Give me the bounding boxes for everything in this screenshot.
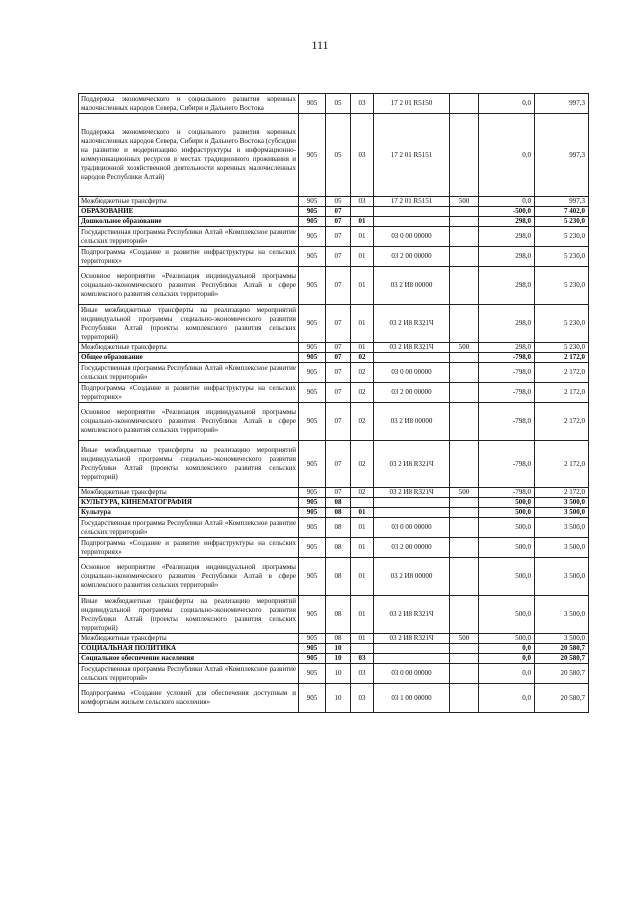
cell-section-code: 08 bbox=[326, 498, 351, 508]
cell-change-amount: -798,0 bbox=[479, 488, 535, 498]
cell-subsection-code: 01 bbox=[351, 538, 374, 558]
cell-change-amount: 500,0 bbox=[479, 538, 535, 558]
cell-section-code: 10 bbox=[326, 654, 351, 664]
table-row bbox=[79, 217, 589, 227]
cell-subsection-code: 01 bbox=[351, 634, 374, 644]
cell-section-code: 07 bbox=[326, 403, 351, 441]
cell-expense-type: 500 bbox=[450, 343, 479, 353]
cell-total-amount: 3 500,0 bbox=[535, 538, 589, 558]
cell-ministry-code: 905 bbox=[299, 488, 326, 498]
cell-subsection-code: 01 bbox=[351, 305, 374, 343]
table-row bbox=[79, 114, 589, 197]
cell-name: Общее образование bbox=[79, 353, 299, 363]
cell-name: Межбюджетные трансферты bbox=[79, 343, 299, 353]
cell-subsection-code: 03 bbox=[351, 654, 374, 664]
cell-total-amount: 5 230,0 bbox=[535, 227, 589, 247]
cell-section-code: 07 bbox=[326, 305, 351, 343]
cell-section-code: 08 bbox=[326, 538, 351, 558]
cell-subsection-code: 01 bbox=[351, 343, 374, 353]
cell-change-amount: 500,0 bbox=[479, 518, 535, 538]
cell-subsection-code: 01 bbox=[351, 508, 374, 518]
cell-ministry-code: 905 bbox=[299, 596, 326, 634]
cell-ministry-code: 905 bbox=[299, 664, 326, 684]
cell-target-article: 03 2 И8 R321Ч bbox=[374, 343, 450, 353]
table-row bbox=[79, 441, 589, 488]
cell-change-amount: 298,0 bbox=[479, 227, 535, 247]
cell-change-amount: 0,0 bbox=[479, 654, 535, 664]
cell-change-amount: 298,0 bbox=[479, 343, 535, 353]
cell-target-article: 03 2 И8 R321Ч bbox=[374, 441, 450, 488]
cell-change-amount: 500,0 bbox=[479, 558, 535, 596]
cell-section-code: 05 bbox=[326, 94, 351, 114]
cell-total-amount: 20 580,7 bbox=[535, 664, 589, 684]
cell-change-amount: 0,0 bbox=[479, 664, 535, 684]
cell-total-amount: 7 402,0 bbox=[535, 207, 589, 217]
cell-target-article bbox=[374, 654, 450, 664]
cell-name: Культура bbox=[79, 508, 299, 518]
cell-section-code: 10 bbox=[326, 644, 351, 654]
cell-name: Иные межбюджетные трансферты на реализацию мероприятий индивидуальной программы социально-экономического развития Республики Алтай (проекты комплексного развития сельских территорий) bbox=[79, 441, 299, 488]
cell-target-article bbox=[374, 508, 450, 518]
table-row bbox=[79, 305, 589, 343]
cell-total-amount: 3 500,0 bbox=[535, 508, 589, 518]
cell-subsection-code: 02 bbox=[351, 403, 374, 441]
cell-total-amount: 3 500,0 bbox=[535, 518, 589, 538]
cell-subsection-code: 02 bbox=[351, 363, 374, 383]
table-row bbox=[79, 518, 589, 538]
table-row bbox=[79, 538, 589, 558]
cell-subsection-code: 03 bbox=[351, 94, 374, 114]
cell-ministry-code: 905 bbox=[299, 441, 326, 488]
cell-name: Основное мероприятие «Реализация индивидуальной программы социально-экономического развития Республики Алтай в сфере комплексного развития сельских территорий» bbox=[79, 403, 299, 441]
cell-subsection-code: 01 bbox=[351, 267, 374, 305]
cell-section-code: 07 bbox=[326, 488, 351, 498]
cell-subsection-code bbox=[351, 498, 374, 508]
cell-name: Основное мероприятие «Реализация индивидуальной программы социально-экономического развития Республики Алтай в сфере комплексного развития сельских территорий» bbox=[79, 267, 299, 305]
cell-total-amount: 997,3 bbox=[535, 114, 589, 197]
cell-section-code: 10 bbox=[326, 664, 351, 684]
cell-ministry-code: 905 bbox=[299, 197, 326, 207]
cell-change-amount: 0,0 bbox=[479, 94, 535, 114]
cell-target-article: 03 2 00 00000 bbox=[374, 538, 450, 558]
cell-target-article: 03 0 00 00000 bbox=[374, 227, 450, 247]
table-row bbox=[79, 267, 589, 305]
cell-total-amount: 997,3 bbox=[535, 94, 589, 114]
table-row bbox=[79, 664, 589, 684]
table-row bbox=[79, 596, 589, 634]
cell-name: СОЦИАЛЬНАЯ ПОЛИТИКА bbox=[79, 644, 299, 654]
cell-ministry-code: 905 bbox=[299, 383, 326, 403]
cell-section-code: 08 bbox=[326, 508, 351, 518]
cell-expense-type bbox=[450, 538, 479, 558]
cell-ministry-code: 905 bbox=[299, 353, 326, 363]
cell-ministry-code: 905 bbox=[299, 267, 326, 305]
cell-target-article: 03 0 00 00000 bbox=[374, 664, 450, 684]
cell-name: Государственная программа Республики Алтай «Комплексное развитие сельских территорий» bbox=[79, 518, 299, 538]
cell-section-code: 05 bbox=[326, 114, 351, 197]
cell-change-amount: -500,0 bbox=[479, 207, 535, 217]
cell-subsection-code: 03 bbox=[351, 114, 374, 197]
cell-name: Иные межбюджетные трансферты на реализацию мероприятий индивидуальной программы социально-экономического развития Республики Алтай (проекты комплексного развития сельских территорий) bbox=[79, 305, 299, 343]
cell-expense-type bbox=[450, 558, 479, 596]
cell-expense-type bbox=[450, 217, 479, 227]
cell-subsection-code: 01 bbox=[351, 247, 374, 267]
cell-change-amount: 298,0 bbox=[479, 217, 535, 227]
cell-change-amount: 298,0 bbox=[479, 267, 535, 305]
cell-name: Межбюджетные трансферты bbox=[79, 634, 299, 644]
table-row bbox=[79, 684, 589, 713]
cell-name: Государственная программа Республики Алтай «Комплексное развитие сельских территорий» bbox=[79, 363, 299, 383]
cell-section-code: 10 bbox=[326, 684, 351, 713]
cell-name: Подпрограмма «Создание условий для обеспечения доступным и комфортным жильем сельского населения» bbox=[79, 684, 299, 713]
cell-subsection-code: 02 bbox=[351, 488, 374, 498]
cell-section-code: 07 bbox=[326, 343, 351, 353]
cell-name: Поддержка экономического и социального развития коренных малочисленных народов Севера, Сибири и Дальнего Востока bbox=[79, 94, 299, 114]
cell-change-amount: 0,0 bbox=[479, 684, 535, 713]
cell-total-amount: 2 172,0 bbox=[535, 383, 589, 403]
cell-total-amount: 20 580,7 bbox=[535, 644, 589, 654]
cell-ministry-code: 905 bbox=[299, 227, 326, 247]
table-row bbox=[79, 363, 589, 383]
cell-total-amount: 2 172,0 bbox=[535, 353, 589, 363]
cell-ministry-code: 905 bbox=[299, 94, 326, 114]
cell-target-article bbox=[374, 353, 450, 363]
cell-ministry-code: 905 bbox=[299, 114, 326, 197]
cell-target-article bbox=[374, 207, 450, 217]
cell-change-amount: 500,0 bbox=[479, 498, 535, 508]
cell-expense-type: 500 bbox=[450, 488, 479, 498]
cell-expense-type: 500 bbox=[450, 634, 479, 644]
cell-target-article: 03 2 И8 R321Ч bbox=[374, 596, 450, 634]
cell-subsection-code: 02 bbox=[351, 383, 374, 403]
cell-total-amount: 20 580,7 bbox=[535, 684, 589, 713]
cell-total-amount: 3 500,0 bbox=[535, 596, 589, 634]
cell-ministry-code: 905 bbox=[299, 508, 326, 518]
cell-expense-type bbox=[450, 518, 479, 538]
table-row bbox=[79, 94, 589, 114]
cell-ministry-code: 905 bbox=[299, 305, 326, 343]
table-row bbox=[79, 654, 589, 664]
cell-name: Государственная программа Республики Алтай «Комплексное развитие сельских территорий» bbox=[79, 227, 299, 247]
cell-expense-type bbox=[450, 498, 479, 508]
cell-target-article bbox=[374, 217, 450, 227]
cell-expense-type bbox=[450, 353, 479, 363]
table-row bbox=[79, 227, 589, 247]
cell-ministry-code: 905 bbox=[299, 644, 326, 654]
table-row bbox=[79, 343, 589, 353]
cell-expense-type: 500 bbox=[450, 197, 479, 207]
cell-total-amount: 5 230,0 bbox=[535, 217, 589, 227]
table-row bbox=[79, 383, 589, 403]
cell-subsection-code: 01 bbox=[351, 217, 374, 227]
cell-section-code: 08 bbox=[326, 518, 351, 538]
cell-target-article: 03 2 И8 00000 bbox=[374, 558, 450, 596]
cell-expense-type bbox=[450, 654, 479, 664]
cell-subsection-code: 03 bbox=[351, 684, 374, 713]
cell-ministry-code: 905 bbox=[299, 217, 326, 227]
cell-expense-type bbox=[450, 403, 479, 441]
cell-subsection-code: 01 bbox=[351, 558, 374, 596]
cell-total-amount: 2 172,0 bbox=[535, 403, 589, 441]
table-row bbox=[79, 247, 589, 267]
cell-name: Социальное обеспечение населения bbox=[79, 654, 299, 664]
cell-section-code: 08 bbox=[326, 558, 351, 596]
cell-target-article: 17 2 01 R5151 bbox=[374, 114, 450, 197]
cell-change-amount: 298,0 bbox=[479, 305, 535, 343]
table-row bbox=[79, 498, 589, 508]
cell-name: Государственная программа Республики Алтай «Комплексное развитие сельских территорий» bbox=[79, 664, 299, 684]
cell-name: Подпрограмма «Создание и развитие инфраструктуры на сельских территориях» bbox=[79, 538, 299, 558]
cell-ministry-code: 905 bbox=[299, 518, 326, 538]
cell-subsection-code: 01 bbox=[351, 596, 374, 634]
cell-name: Основное мероприятие «Реализация индивидуальной программы социально-экономического развития Республики Алтай в сфере комплексного развития сельских территорий» bbox=[79, 558, 299, 596]
cell-target-article: 03 2 И8 00000 bbox=[374, 267, 450, 305]
table-row bbox=[79, 508, 589, 518]
cell-section-code: 08 bbox=[326, 634, 351, 644]
cell-change-amount: -798,0 bbox=[479, 363, 535, 383]
cell-expense-type bbox=[450, 207, 479, 217]
cell-target-article: 03 2 И8 R321Ч bbox=[374, 305, 450, 343]
cell-ministry-code: 905 bbox=[299, 654, 326, 664]
cell-total-amount: 5 230,0 bbox=[535, 343, 589, 353]
cell-expense-type bbox=[450, 227, 479, 247]
cell-ministry-code: 905 bbox=[299, 538, 326, 558]
cell-target-article: 03 0 00 00000 bbox=[374, 518, 450, 538]
cell-change-amount: -798,0 bbox=[479, 353, 535, 363]
cell-section-code: 07 bbox=[326, 383, 351, 403]
cell-change-amount: 500,0 bbox=[479, 508, 535, 518]
cell-name: Подпрограмма «Создание и развитие инфраструктуры на сельских территориях» bbox=[79, 383, 299, 403]
cell-total-amount: 997,3 bbox=[535, 197, 589, 207]
cell-target-article bbox=[374, 498, 450, 508]
cell-expense-type bbox=[450, 596, 479, 634]
cell-total-amount: 3 500,0 bbox=[535, 498, 589, 508]
cell-expense-type bbox=[450, 684, 479, 713]
cell-change-amount: -798,0 bbox=[479, 403, 535, 441]
cell-section-code: 07 bbox=[326, 247, 351, 267]
cell-name: Межбюджетные трансферты bbox=[79, 197, 299, 207]
cell-subsection-code: 01 bbox=[351, 518, 374, 538]
cell-ministry-code: 905 bbox=[299, 558, 326, 596]
cell-change-amount: -798,0 bbox=[479, 383, 535, 403]
cell-subsection-code: 02 bbox=[351, 353, 374, 363]
cell-subsection-code bbox=[351, 644, 374, 654]
cell-expense-type bbox=[450, 644, 479, 654]
cell-ministry-code: 905 bbox=[299, 498, 326, 508]
cell-expense-type bbox=[450, 363, 479, 383]
cell-expense-type bbox=[450, 508, 479, 518]
cell-target-article: 03 2 И8 00000 bbox=[374, 403, 450, 441]
cell-section-code: 07 bbox=[326, 353, 351, 363]
cell-expense-type bbox=[450, 441, 479, 488]
cell-name: ОБРАЗОВАНИЕ bbox=[79, 207, 299, 217]
cell-total-amount: 3 500,0 bbox=[535, 634, 589, 644]
table-row bbox=[79, 558, 589, 596]
cell-change-amount: 298,0 bbox=[479, 247, 535, 267]
cell-ministry-code: 905 bbox=[299, 403, 326, 441]
cell-name: Поддержка экономического и социального развития коренных малочисленных народов Севера, Сибири и Дальнего Востока (субсидии на развитие и модернизацию инфраструктуры и информационно-коммуникационных ресурсов в местах традиционного проживания и традиционной хозяйственной деятельности коренных малочисленных народов Республики Алтай) bbox=[79, 114, 299, 197]
cell-total-amount: 3 500,0 bbox=[535, 558, 589, 596]
cell-target-article: 03 2 00 00000 bbox=[374, 247, 450, 267]
cell-section-code: 07 bbox=[326, 217, 351, 227]
cell-total-amount: 2 172,0 bbox=[535, 363, 589, 383]
cell-expense-type bbox=[450, 383, 479, 403]
cell-expense-type bbox=[450, 664, 479, 684]
cell-section-code: 05 bbox=[326, 197, 351, 207]
cell-target-article: 03 2 И8 R321Ч bbox=[374, 634, 450, 644]
cell-subsection-code: 03 bbox=[351, 197, 374, 207]
cell-target-article: 17 2 01 R5151 bbox=[374, 197, 450, 207]
cell-total-amount: 5 230,0 bbox=[535, 305, 589, 343]
cell-change-amount: 500,0 bbox=[479, 634, 535, 644]
cell-expense-type bbox=[450, 94, 479, 114]
cell-subsection-code bbox=[351, 207, 374, 217]
cell-total-amount: 2 172,0 bbox=[535, 488, 589, 498]
cell-section-code: 07 bbox=[326, 441, 351, 488]
cell-section-code: 07 bbox=[326, 227, 351, 247]
cell-ministry-code: 905 bbox=[299, 634, 326, 644]
cell-subsection-code: 02 bbox=[351, 441, 374, 488]
cell-change-amount: -798,0 bbox=[479, 441, 535, 488]
cell-subsection-code: 03 bbox=[351, 664, 374, 684]
cell-target-article: 17 2 01 R5150 bbox=[374, 94, 450, 114]
cell-target-article: 03 2 И8 R321Ч bbox=[374, 488, 450, 498]
cell-section-code: 07 bbox=[326, 207, 351, 217]
table-row bbox=[79, 644, 589, 654]
table-row bbox=[79, 488, 589, 498]
cell-section-code: 07 bbox=[326, 363, 351, 383]
cell-section-code: 08 bbox=[326, 596, 351, 634]
cell-total-amount: 5 230,0 bbox=[535, 247, 589, 267]
cell-change-amount: 500,0 bbox=[479, 596, 535, 634]
cell-target-article: 03 2 00 00000 bbox=[374, 383, 450, 403]
cell-ministry-code: 905 bbox=[299, 343, 326, 353]
page-number: 111 bbox=[311, 38, 329, 52]
cell-ministry-code: 905 bbox=[299, 247, 326, 267]
cell-expense-type bbox=[450, 114, 479, 197]
cell-section-code: 07 bbox=[326, 267, 351, 305]
table-row bbox=[79, 197, 589, 207]
cell-name: Подпрограмма «Создание и развитие инфраструктуры на сельских территориях» bbox=[79, 247, 299, 267]
table-row bbox=[79, 207, 589, 217]
cell-expense-type bbox=[450, 247, 479, 267]
budget-table bbox=[78, 93, 589, 713]
cell-expense-type bbox=[450, 267, 479, 305]
cell-name: Межбюджетные трансферты bbox=[79, 488, 299, 498]
cell-ministry-code: 905 bbox=[299, 207, 326, 217]
cell-ministry-code: 905 bbox=[299, 684, 326, 713]
cell-subsection-code: 01 bbox=[351, 227, 374, 247]
cell-change-amount: 0,0 bbox=[479, 114, 535, 197]
cell-total-amount: 20 580,7 bbox=[535, 654, 589, 664]
cell-change-amount: 0,0 bbox=[479, 644, 535, 654]
cell-expense-type bbox=[450, 305, 479, 343]
cell-target-article bbox=[374, 644, 450, 654]
cell-target-article: 03 0 00 00000 bbox=[374, 363, 450, 383]
table-row bbox=[79, 353, 589, 363]
table-row bbox=[79, 403, 589, 441]
cell-name: Иные межбюджетные трансферты на реализацию мероприятий индивидуальной программы социально-экономического развития Республики Алтай (проекты комплексного развития сельских территорий) bbox=[79, 596, 299, 634]
cell-total-amount: 5 230,0 bbox=[535, 267, 589, 305]
cell-ministry-code: 905 bbox=[299, 363, 326, 383]
cell-change-amount: 0,0 bbox=[479, 197, 535, 207]
table-row bbox=[79, 634, 589, 644]
cell-target-article: 03 1 00 00000 bbox=[374, 684, 450, 713]
cell-name: Дошкольное образование bbox=[79, 217, 299, 227]
cell-name: КУЛЬТУРА, КИНЕМАТОГРАФИЯ bbox=[79, 498, 299, 508]
cell-total-amount: 2 172,0 bbox=[535, 441, 589, 488]
